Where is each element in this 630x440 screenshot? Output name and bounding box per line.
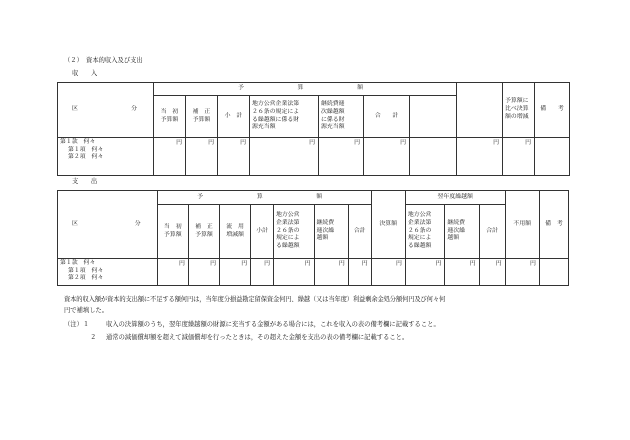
expense-shokei-header: 小計 <box>251 205 274 259</box>
income-goukei-header: 合 計 <box>364 96 410 138</box>
expense-kessan-cell: 円 <box>371 259 405 286</box>
expense-chihou-cell: 円 <box>274 259 315 286</box>
income-keizoku-cell: 円 <box>319 138 364 176</box>
income-yosan-header: 予 算 額 <box>154 83 457 96</box>
expense-yosan-header: 予 算 額 <box>157 191 371 205</box>
expense-keizoku-header: 継続費 逓次繰 越額 <box>314 205 348 259</box>
expense-label: 支 出 <box>72 178 98 185</box>
income-hosei-cell: 円 <box>186 138 218 176</box>
income-hikaku-cell: 円 <box>503 138 535 176</box>
expense-tosho-cell: 円 <box>157 259 188 286</box>
income-shokei-cell: 円 <box>218 138 250 176</box>
income-kessan-cell: 円 <box>457 138 503 176</box>
expense-chihou-header: 地方公営 企業法第 ２６条の 規定によ る繰越額 <box>274 205 315 259</box>
income-keizoku-header: 継続費逓 次繰越額 に係る財 源充当額 <box>319 96 364 138</box>
expense-kubun-header: 区 分 <box>58 191 158 259</box>
income-tosho-cell: 円 <box>154 138 186 176</box>
note-body-line-2: 円で補填した。 <box>64 307 109 314</box>
income-hosei-header: 補 正 予算額 <box>186 96 218 138</box>
income-row-labels: 第１款 何々 第１項 何々 第２項 何々 <box>58 138 154 176</box>
section-title: （２） 資本的収入及び支出 <box>64 57 143 64</box>
expense-yokunendo-header: 翌年度繰越額 <box>405 191 505 205</box>
expense-hosei-cell: 円 <box>188 259 219 286</box>
expense-yoku-goukei-header: 合計 <box>479 205 505 259</box>
expense-yoku-keizoku-cell: 円 <box>445 259 479 286</box>
income-data-row <box>58 138 570 176</box>
note-1-label: （注）１ <box>64 321 90 328</box>
income-shokei-header: 小 計 <box>218 96 250 138</box>
note-1-text: 収入の決算額のうち，翌年度繰越額の財源に充当する金額がある場合には，これを収入の表の備考欄に記載すること。 <box>106 321 440 328</box>
expense-goukei-cell: 円 <box>348 259 371 286</box>
expense-kessan-header: 決算額 <box>371 191 405 259</box>
expense-yoku-keizoku-header: 継続費 逓次繰 越額 <box>445 205 479 259</box>
expense-row-labels: 第１款 何々 第１項 何々 第２項 何々 <box>58 259 158 286</box>
income-biko-header: 備 考 <box>535 83 570 138</box>
income-goukei-cell: 円 <box>364 138 410 176</box>
expense-fuyou-cell: 円 <box>505 259 539 286</box>
expense-data-row <box>58 259 569 286</box>
note-2-label: ２ <box>90 334 97 341</box>
expense-biko-cell <box>539 259 568 286</box>
expense-fuyou-header: 不用額 <box>505 191 539 259</box>
expense-shokei-cell: 円 <box>251 259 274 286</box>
income-hikaku-header: 予算額に 比べ決算 額の増減 <box>503 83 535 138</box>
expense-biko-header: 備 考 <box>539 191 568 259</box>
income-chihou-cell: 円 <box>250 138 319 176</box>
note-body-line-1: 資本的収入額が資本的支出額に不足する額何円は，当年度分損益勘定留保資金何円、繰越（又は当年度）利益剰余金処分額何円及び何々何 <box>64 296 446 303</box>
expense-yoku-chihou-header: 地方公営 企業法第 ２６条の 規定によ る繰越額 <box>405 205 444 259</box>
expense-table <box>57 190 569 286</box>
expense-yoku-chihou-cell: 円 <box>405 259 444 286</box>
income-label: 収 入 <box>72 70 98 77</box>
income-kubun-header: 区 分 <box>58 83 154 138</box>
income-kessan-header <box>457 83 503 138</box>
expense-hosei-header: 補 正 予算額 <box>188 205 219 259</box>
note-2-text: 通常の減価償却額を超えて減価償却を行ったときは，その超えた金額を支出の表の備考欄に記載すること。 <box>106 334 409 341</box>
income-tosho-header: 当 初 予算額 <box>154 96 186 138</box>
income-biko-cell <box>535 138 570 176</box>
expense-goukei-header: 合計 <box>348 205 371 259</box>
expense-ryuyo-cell: 円 <box>220 259 251 286</box>
expense-keizoku-cell: 円 <box>314 259 348 286</box>
income-kessan-cell-blank <box>410 138 457 176</box>
expense-yoku-goukei-cell: 円 <box>479 259 505 286</box>
income-chihou-header: 地方公営企業法第 ２６条の規定によ る繰越額に係る財 源充当額 <box>250 96 319 138</box>
income-table <box>57 82 570 176</box>
expense-tosho-header: 当 初 予算額 <box>157 205 188 259</box>
expense-ryuyo-header: 流 用 増減額 <box>220 205 251 259</box>
